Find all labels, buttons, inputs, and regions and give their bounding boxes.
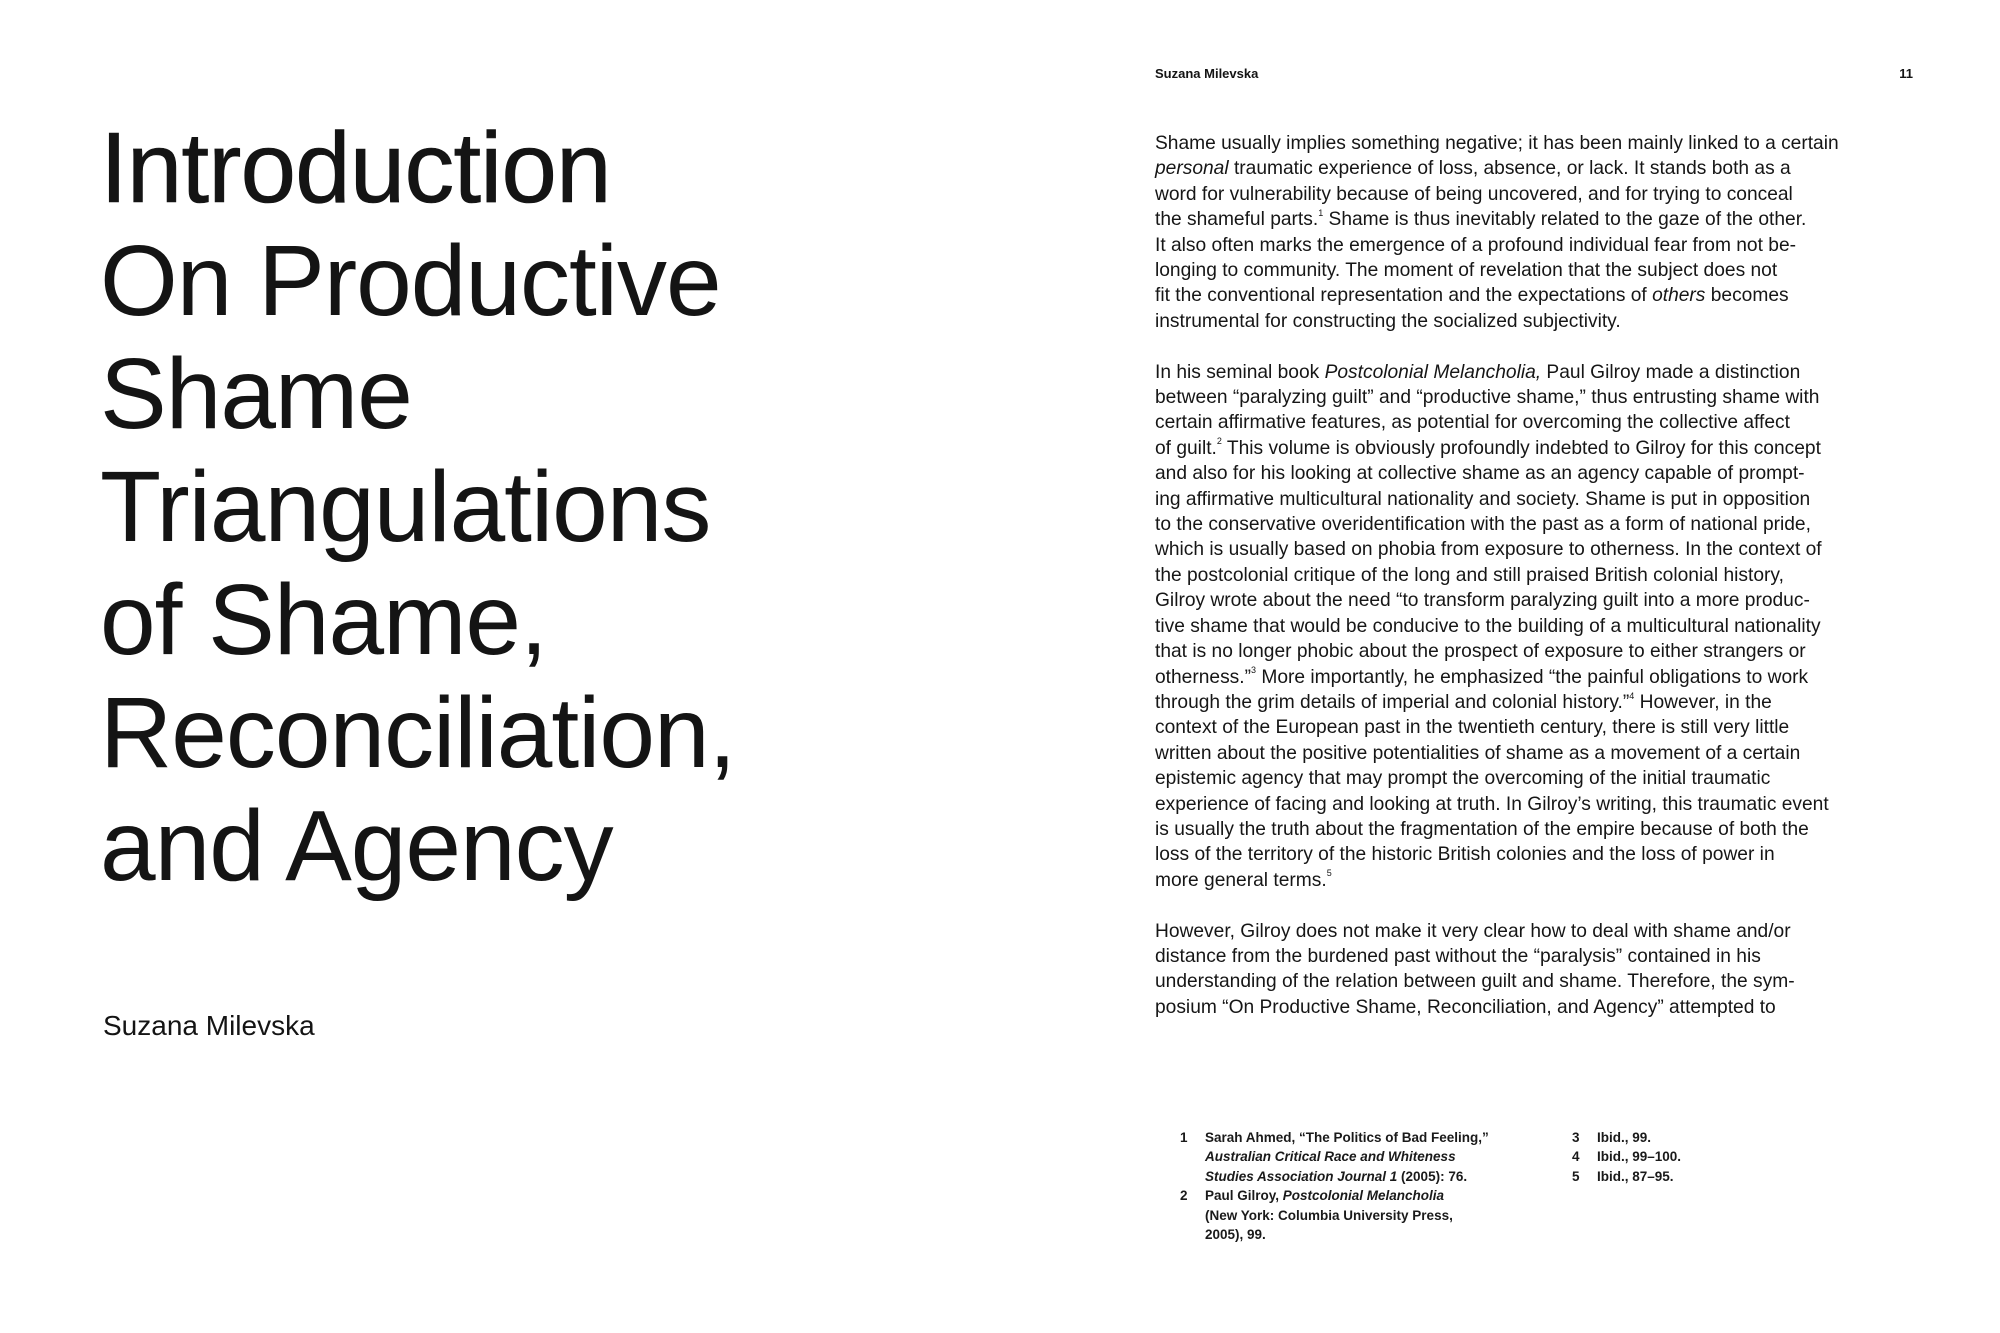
body-line: experience of facing and looking at truth. In Gilroy’s writing, this traumatic event — [1155, 793, 1829, 815]
body-line: ing affirmative multicultural nationality and society. Shame is put in opposition — [1155, 488, 1811, 510]
chapter-subtitle-line: of Shame, — [100, 564, 547, 676]
body-line: certain affirmative features, as potential for overcoming the collective affect — [1155, 412, 1790, 434]
footnote-line: 2005), 99. — [1205, 1227, 1266, 1243]
body-line: to the conservative overidentification with the past as a form of national pride, — [1155, 514, 1811, 536]
body-line: through the grim details of imperial and colonial history.”$^4$ However, in the — [1155, 690, 1772, 713]
footnote — [1180, 1186, 1560, 1244]
chapter-heading: Introduction — [100, 112, 611, 224]
footnote-line — [1205, 1147, 1560, 1166]
footnote-reference: 1 — [1318, 207, 1324, 218]
body-line: between “paralyzing guilt” and “productive shame,” thus entrusting shame with — [1155, 387, 1820, 409]
body-line: otherness.”$^3$ More importantly, he emphasized “the painful obligations to work — [1155, 665, 1809, 688]
page-number: 11 — [1899, 66, 1913, 81]
body-line: epistemic agency that may prompt the overcoming of the initial traumatic — [1155, 768, 1771, 790]
footnote-line: Paul Gilroy, Postcolonial Melancholia — [1205, 1188, 1445, 1204]
footnote-number: 4 — [1572, 1149, 1580, 1165]
footnote-line: Ibid., 99. — [1597, 1130, 1652, 1145]
footnote-line: Ibid., 99–100. — [1597, 1149, 1682, 1165]
body-line: is usually the truth about the fragmentation of the empire because of both the — [1155, 818, 1809, 840]
body-line: longing to community. The moment of revelation that the subject does not — [1155, 260, 1778, 282]
footnote-reference: 2 — [1216, 436, 1222, 447]
chapter-title — [100, 112, 735, 903]
body-line: Gilroy wrote about the need “to transform paralyzing guilt into a more produc- — [1155, 590, 1810, 612]
chapter-subtitle-line: Reconciliation, — [100, 677, 736, 789]
body-line: understanding of the relation between guilt and shame. Therefore, the sym- — [1155, 971, 1795, 993]
body-line: instrumental for constructing the socialized subjectivity. — [1155, 310, 1621, 332]
body-line: which is usually based on phobia from exposure to otherness. In the context of — [1155, 539, 1822, 561]
italic-text: personal — [1155, 158, 1229, 180]
italic-text: others — [1652, 285, 1706, 307]
body-line: word for vulnerability because of being uncovered, and for trying to conceal — [1155, 183, 1793, 205]
body-line: Shame usually implies something negative; it has been mainly linked to a certain — [1155, 133, 1839, 154]
footnote-number: 1 — [1180, 1130, 1188, 1145]
footnote — [1572, 1128, 1772, 1147]
footnote — [1180, 1128, 1560, 1186]
italic-text: Postcolonial Melancholia — [1282, 1188, 1445, 1204]
body-line: loss of the territory of the historic British colonies and the loss of power in — [1155, 844, 1775, 866]
footnote-number: 3 — [1572, 1130, 1580, 1145]
italic-text: Postcolonial Melancholia, — [1324, 361, 1542, 383]
body-text — [1155, 131, 1925, 1046]
footnotes-column-2 — [1572, 1128, 1772, 1186]
footnote-number: 5 — [1572, 1168, 1580, 1184]
footnote-line: Sarah Ahmed, “The Politics of Bad Feeling,” — [1205, 1130, 1489, 1145]
body-paragraph — [1155, 360, 1925, 894]
body-line: the shameful parts.$^1$ Shame is thus inevitably related to the gaze of the other. — [1155, 207, 1807, 231]
body-paragraph — [1155, 131, 1925, 334]
body-line: written about the positive potentialities of shame as a movement of a certain — [1155, 742, 1801, 764]
body-paragraph — [1155, 919, 1925, 1021]
right-page — [1000, 0, 2000, 1333]
footnote-line: Studies Association Journal 1 (2005): 76. — [1205, 1168, 1468, 1184]
body-line: In his seminal book Postcolonial Melancholia, Paul Gilroy made a distinction — [1155, 361, 1801, 383]
body-line: the postcolonial critique of the long and still praised British colonial history, — [1155, 564, 1784, 586]
footnote-number: 2 — [1180, 1188, 1188, 1204]
chapter-subtitle-line: and Agency — [100, 790, 613, 902]
body-line: of guilt.$^2$ This volume is obviously profoundly indebted to Gilroy for this concept — [1155, 436, 1821, 459]
body-line: and also for his looking at collective shame as an agency capable of prompt- — [1155, 463, 1805, 485]
body-line: more general terms.$^5$ — [1155, 868, 1332, 891]
footnote-reference: 4 — [1629, 690, 1635, 701]
body-line: posium “On Productive Shame, Reconciliation, and Agency” attempted to — [1155, 996, 1776, 1018]
chapter-author: Suzana Milevska — [103, 1010, 315, 1041]
body-line: context of the European past in the twentieth century, there is still very little — [1155, 717, 1790, 739]
footnotes-column-1 — [1180, 1128, 1560, 1244]
italic-text: Australian Critical Race and Whiteness — [1205, 1149, 1456, 1165]
body-line: It also often marks the emergence of a profound individual fear from not be- — [1155, 234, 1797, 256]
chapter-subtitle-line: Triangulations — [100, 451, 711, 563]
footnote-reference: 3 — [1250, 665, 1256, 676]
italic-text: Studies Association Journal 1 — [1205, 1168, 1398, 1184]
footnote — [1572, 1167, 1772, 1186]
footnote-reference: 5 — [1326, 868, 1332, 879]
running-head-author: Suzana Milevska — [1155, 66, 1259, 81]
body-line: distance from the burdened past without the “paralysis” contained in his — [1155, 945, 1761, 967]
footnote — [1572, 1147, 1772, 1166]
footnote-line: Ibid., 87–95. — [1597, 1168, 1674, 1184]
footnote-line: (New York: Columbia University Press, — [1205, 1207, 1453, 1223]
body-line: However, Gilroy does not make it very clear how to deal with shame and/or — [1155, 920, 1791, 942]
chapter-subtitle-line: On Productive — [100, 225, 721, 337]
body-line: fit the conventional representation and the expectations of others becomes — [1155, 285, 1789, 307]
body-line: tive shame that would be conducive to the building of a multicultural nationality — [1155, 615, 1821, 637]
body-line: that is no longer phobic about the prospect of exposure to either strangers or — [1155, 641, 1806, 663]
body-line: personal traumatic experience of loss, absence, or lack. It stands both as a — [1155, 158, 1791, 180]
chapter-subtitle-line: Shame — [100, 338, 412, 450]
